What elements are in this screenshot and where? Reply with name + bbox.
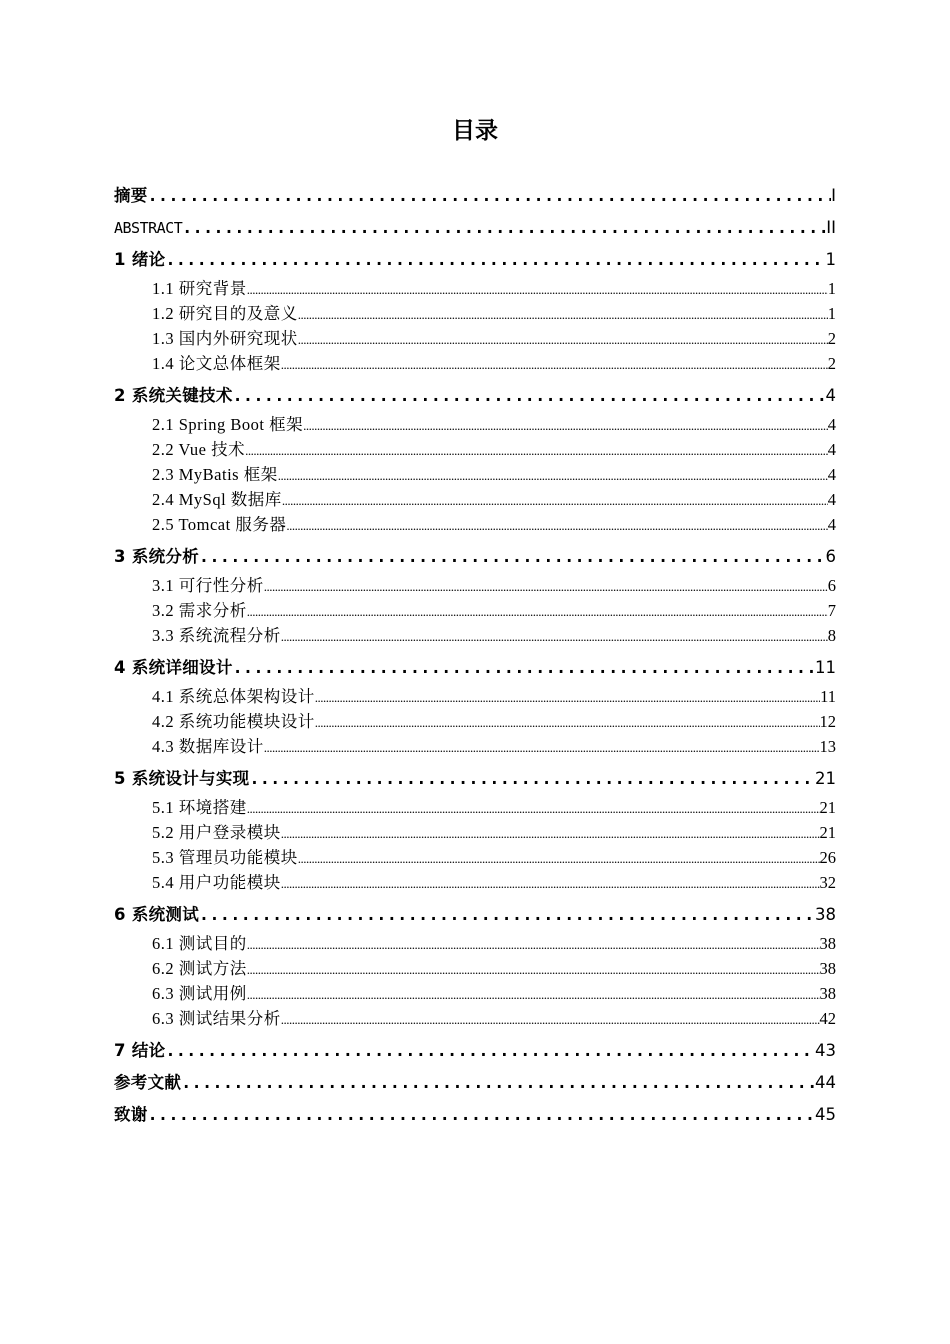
toc-entry-label: 1.4 论文总体框架 — [152, 354, 281, 373]
toc-entry-page-number: 38 — [819, 934, 836, 953]
toc-entry-page-number: 32 — [819, 873, 836, 892]
dot-leader — [199, 899, 815, 931]
toc-entry-label: 1.2 研究目的及意义 — [152, 304, 298, 323]
toc-entry-label: 参考文献 — [114, 1073, 182, 1092]
toc-section-entry[interactable] — [114, 623, 836, 648]
toc-entry-page-number: 12 — [819, 712, 836, 731]
toc-entry-label: 2.5 Tomcat 服务器 — [152, 515, 287, 534]
toc-entry-page-number: 43 — [815, 1041, 836, 1060]
dot-leader — [298, 327, 828, 351]
toc-section-entry[interactable] — [114, 684, 836, 709]
toc-entry-label: 6 系统测试 — [114, 905, 200, 924]
toc-section-entry[interactable] — [114, 487, 836, 512]
toc-section-entry[interactable] — [114, 1006, 836, 1031]
dot-leader — [286, 513, 827, 537]
toc-entry-label: 1.3 国内外研究现状 — [152, 329, 298, 348]
toc-entry-page-number: 44 — [815, 1073, 836, 1092]
toc-entry-label: 3.2 需求分析 — [152, 601, 247, 620]
toc-entry-page-number: 13 — [819, 737, 836, 756]
toc-entry-page-number: 4 — [827, 515, 836, 534]
toc-entry-page-number: 4 — [827, 490, 836, 509]
toc-entry-label: 3 系统分析 — [114, 547, 200, 566]
toc-section-entry[interactable] — [114, 462, 836, 487]
dot-leader — [281, 821, 820, 845]
toc-entry-label: 7 结论 — [114, 1041, 166, 1060]
toc-entry-page-number: I — [831, 186, 836, 205]
dot-leader — [315, 710, 820, 734]
toc-entry-page-number: 26 — [819, 848, 836, 867]
toc-entry-page-number: 8 — [827, 626, 836, 645]
dot-leader — [148, 1099, 815, 1131]
toc-section-entry[interactable] — [114, 931, 836, 956]
toc-entry-page-number: 7 — [827, 601, 836, 620]
dot-leader — [282, 488, 828, 512]
toc-entry-label: 2.2 Vue 技术 — [152, 440, 246, 459]
toc-section-entry[interactable] — [114, 326, 836, 351]
toc-entry-label: 2.1 Spring Boot 框架 — [152, 415, 304, 434]
toc-entry-page-number: 4 — [825, 386, 836, 405]
dot-leader — [249, 763, 815, 795]
toc-entry-label: 6.3 测试用例 — [152, 984, 247, 1003]
dot-leader — [247, 932, 820, 956]
toc-section-entry[interactable] — [114, 709, 836, 734]
toc-entry-label: 5.3 管理员功能模块 — [152, 848, 298, 867]
dot-leader — [165, 1035, 815, 1067]
toc-section-entry[interactable] — [114, 981, 836, 1006]
toc-entry-label: 5 系统设计与实现 — [114, 769, 250, 788]
dot-leader — [281, 624, 828, 648]
toc-entry-label: 5.4 用户功能模块 — [152, 873, 281, 892]
toc-entry-page-number: 38 — [815, 905, 836, 924]
page-title: 目录 — [452, 118, 498, 144]
toc-section-entry[interactable] — [114, 412, 836, 437]
toc-entry-page-number: 6 — [827, 576, 836, 595]
toc-section-entry[interactable] — [114, 845, 836, 870]
toc-chapter-entry[interactable] — [114, 1067, 836, 1099]
dot-leader — [264, 735, 820, 759]
toc-section-entry[interactable] — [114, 870, 836, 895]
toc-entry-label: ABSTRACT — [114, 219, 183, 237]
toc-section-entry[interactable] — [114, 351, 836, 376]
dot-leader — [247, 277, 828, 301]
toc-section-entry[interactable] — [114, 795, 836, 820]
toc-entry-page-number: 6 — [825, 547, 836, 566]
table-of-contents — [114, 180, 836, 1131]
toc-entry-label: 致谢 — [114, 1105, 148, 1124]
dot-leader — [148, 180, 832, 212]
toc-entry-page-number: 21 — [815, 769, 836, 788]
toc-section-entry[interactable] — [114, 276, 836, 301]
dot-leader — [182, 212, 826, 244]
toc-section-entry[interactable] — [114, 437, 836, 462]
dot-leader — [247, 982, 820, 1006]
toc-chapter-entry[interactable] — [114, 180, 836, 212]
toc-entry-label: 3.3 系统流程分析 — [152, 626, 281, 645]
toc-entry-label: 1.1 研究背景 — [152, 279, 247, 298]
toc-section-entry[interactable] — [114, 956, 836, 981]
dot-leader — [278, 463, 828, 487]
toc-entry-page-number: 1 — [827, 304, 836, 323]
dot-leader — [245, 438, 828, 462]
toc-entry-label: 5.2 用户登录模块 — [152, 823, 281, 842]
toc-section-entry[interactable] — [114, 734, 836, 759]
toc-chapter-entry[interactable] — [114, 212, 836, 244]
toc-chapter-entry[interactable] — [114, 1099, 836, 1131]
toc-entry-label: 2 系统关键技术 — [114, 386, 233, 405]
toc-entry-page-number: 38 — [819, 984, 836, 1003]
dot-leader — [281, 871, 820, 895]
toc-entry-page-number: 21 — [819, 798, 836, 817]
toc-section-entry[interactable] — [114, 820, 836, 845]
toc-chapter-entry[interactable] — [114, 380, 836, 412]
toc-chapter-entry[interactable] — [114, 1035, 836, 1067]
dot-leader — [298, 302, 828, 326]
toc-entry-page-number: 4 — [827, 440, 836, 459]
toc-entry-label: 4.3 数据库设计 — [152, 737, 264, 756]
toc-chapter-entry[interactable] — [114, 541, 836, 573]
dot-leader — [247, 957, 820, 981]
dot-leader — [247, 599, 828, 623]
dot-leader — [233, 380, 826, 412]
dot-leader — [303, 413, 828, 437]
toc-entry-page-number: 2 — [827, 354, 836, 373]
toc-entry-page-number: II — [826, 218, 836, 237]
toc-entry-page-number: 11 — [820, 687, 836, 706]
toc-entry-label: 2.3 MyBatis 框架 — [152, 465, 278, 484]
toc-section-entry[interactable] — [114, 512, 836, 537]
toc-entry-page-number: 42 — [819, 1009, 836, 1028]
dot-leader — [281, 352, 828, 376]
toc-section-entry[interactable] — [114, 573, 836, 598]
toc-chapter-entry[interactable] — [114, 652, 836, 684]
dot-leader — [315, 685, 820, 709]
toc-section-entry[interactable] — [114, 301, 836, 326]
toc-entry-page-number: 21 — [819, 823, 836, 842]
toc-entry-page-number: 1 — [825, 250, 836, 269]
toc-entry-label: 4.1 系统总体架构设计 — [152, 687, 315, 706]
toc-entry-page-number: 11 — [815, 658, 836, 677]
toc-entry-label: 6.2 测试方法 — [152, 959, 247, 978]
toc-entry-label: 4.2 系统功能模块设计 — [152, 712, 315, 731]
dot-leader — [199, 541, 825, 573]
toc-entry-label: 1 绪论 — [114, 250, 166, 269]
toc-entry-page-number: 45 — [815, 1105, 836, 1124]
toc-entry-page-number: 4 — [827, 415, 836, 434]
toc-entry-label: 5.1 环境搭建 — [152, 798, 247, 817]
dot-leader — [298, 846, 820, 870]
toc-chapter-entry[interactable] — [114, 763, 836, 795]
dot-leader — [165, 244, 825, 276]
toc-section-entry[interactable] — [114, 598, 836, 623]
toc-chapter-entry[interactable] — [114, 899, 836, 931]
dot-leader — [233, 652, 815, 684]
toc-chapter-entry[interactable] — [114, 244, 836, 276]
dot-leader — [181, 1067, 815, 1099]
toc-entry-label: 摘要 — [114, 186, 148, 205]
toc-entry-label: 3.1 可行性分析 — [152, 576, 264, 595]
toc-entry-label: 6.1 测试目的 — [152, 934, 247, 953]
toc-entry-page-number: 4 — [827, 465, 836, 484]
toc-entry-label: 6.3 测试结果分析 — [152, 1009, 281, 1028]
toc-entry-page-number: 38 — [819, 959, 836, 978]
toc-entry-label: 4 系统详细设计 — [114, 658, 233, 677]
toc-entry-page-number: 1 — [827, 279, 836, 298]
toc-entry-label: 2.4 MySql 数据库 — [152, 490, 282, 509]
dot-leader — [264, 574, 828, 598]
dot-leader — [247, 796, 820, 820]
dot-leader — [281, 1007, 820, 1031]
toc-entry-page-number: 2 — [827, 329, 836, 348]
